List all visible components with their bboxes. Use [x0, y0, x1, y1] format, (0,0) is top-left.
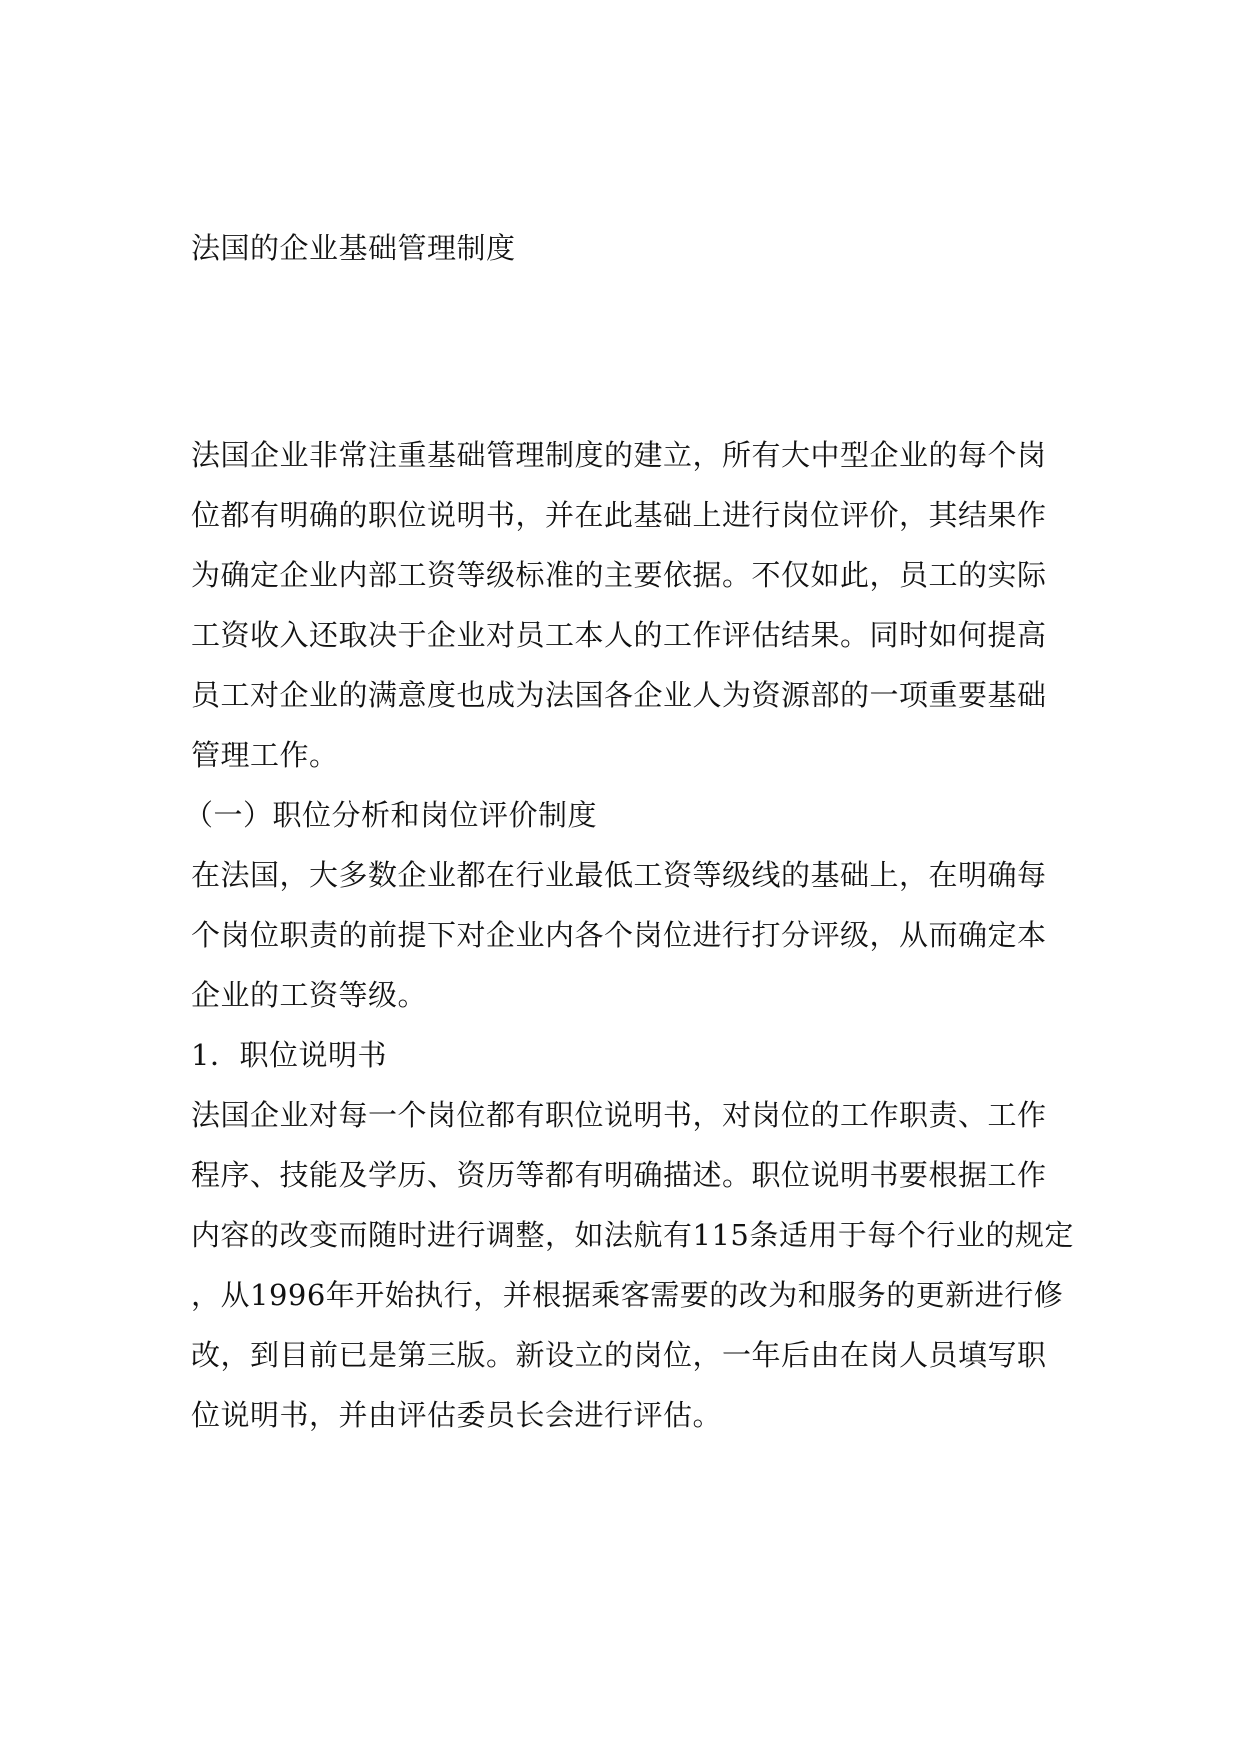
paragraph-line: 管理工作。 — [191, 738, 339, 772]
paragraph-line: 改，到目前已是第三版。新设立的岗位，一年后由在岗人员填写职 — [191, 1338, 1047, 1372]
paragraph-line: 位说明书，并由评估委员长会进行评估。 — [191, 1398, 723, 1432]
paragraph-line: 法国企业对每一个岗位都有职位说明书，对岗位的工作职责、工作 — [191, 1098, 1047, 1132]
paragraph-line: 在法国，大多数企业都在行业最低工资等级线的基础上，在明确每 — [191, 858, 1047, 892]
paragraph-line: 法国企业非常注重基础管理制度的建立，所有大中型企业的每个岗 — [191, 438, 1047, 472]
document-title: 法国的企业基础管理制度 — [191, 231, 516, 265]
paragraph-line: 员工对企业的满意度也成为法国各企业人为资源部的一项重要基础 — [191, 678, 1047, 712]
paragraph-line: 为确定企业内部工资等级标准的主要依据。不仅如此，员工的实际 — [191, 558, 1047, 592]
paragraph-line: 程序、技能及学历、资历等都有明确描述。职位说明书要根据工作 — [191, 1158, 1047, 1192]
paragraph-line: 位都有明确的职位说明书，并在此基础上进行岗位评价，其结果作 — [191, 498, 1047, 532]
paragraph-line: 内容的改变而随时进行调整，如法航有115条适用于每个行业的规定 — [191, 1218, 1074, 1252]
subsection-heading: 1．职位说明书 — [191, 1038, 387, 1072]
paragraph-line: 工资收入还取决于企业对员工本人的工作评估结果。同时如何提高 — [191, 618, 1047, 652]
paragraph-line: 个岗位职责的前提下对企业内各个岗位进行打分评级，从而确定本 — [191, 918, 1047, 952]
paragraph-line: ，从1996年开始执行，并根据乘客需要的改为和服务的更新进行修 — [191, 1278, 1064, 1312]
section-heading: （一）职位分析和岗位评价制度 — [184, 798, 598, 832]
paragraph-line: 企业的工资等级。 — [191, 978, 428, 1012]
